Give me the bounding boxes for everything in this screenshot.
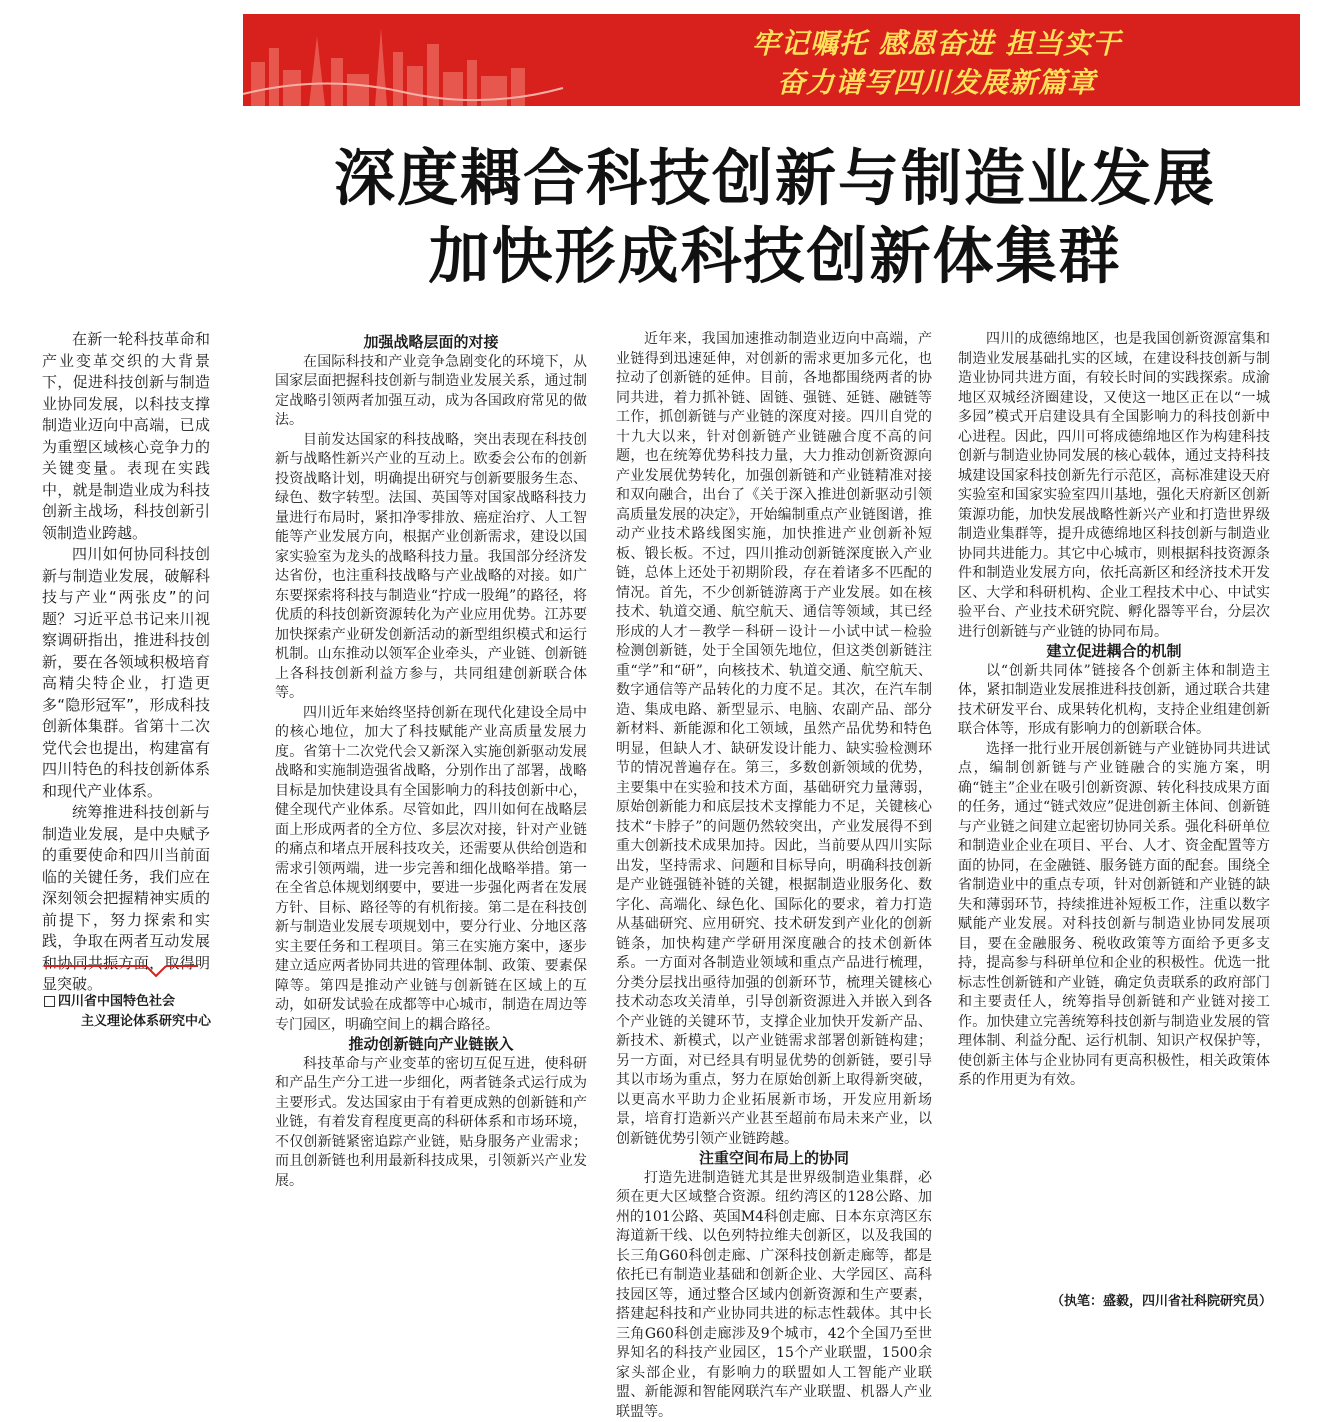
body-paragraph: 打造先进制造链尤其是世界级制造业集群，必须在更大区域整合资源。纽约湾区的128公路、加州的101公路、英国M4科创走廊、日本东京湾区东海道新干线、以色列特拉维夫创新区，以及我国的长三角G60科创走廊、广深科技创新走廊等，都是依托已有制造业基础和创新企业、大学园区、高科技园区等，通过整合区域内创新资源和生产要素，搭建起科技和产业协同共进的标志性载体。其中长三角G60科创走廊涉及9个城市，42个全国乃至世界知名的科技产业园区，15个产业联盟，1500余家头部企业，有影响力的联盟如人工智能产业联盟、新能源和智能网联汽车产业联盟、机器人产业联盟等。 xyxy=(616,1169,932,1422)
body-paragraph: 科技革命与产业变革的密切互促互进，使科研和产品生产分工进一步细化，两者链条式运行成为主要形式。发达国家由于有着更成熟的创新链和产业链，有着发育程度更高的科研体系和市场环境，不仅创新链紧密追踪产业链，贴身服务产业需求；而且创新链也利用最新科技成果，引领新兴产业发展。 xyxy=(275,1055,587,1192)
body-paragraph: 近年来，我国加速推动制造业迈向中高端，产业链得到迅速延伸，对创新的需求更加多元化，也拉动了创新链的延伸。目前，各地都围绕两者的协同共进，着力抓补链、固链、强链、延链、融链等工作，抓创新链与产业链的深度对接。四川自党的十九大以来，针对创新链产业链融合度不高的问题，也在统筹优势科技力量，大力推动创新资源向产业发展优势转化，加强创新链和产业链精准对接和双向融合，出台了《关于深入推进创新驱动引领高质量发展的决定》，开始编制重点产业链图谱，推动产业技术路线图实施，加快推进产业创新补短板、锻长板。不过，四川推动创新链深度嵌入产业链，总体上还处于初期阶段，存在着诸多不匹配的情况。首先，不少创新链游离于产业发展。如在核技术、轨道交通、航空航天、通信等领域，其已经形成的人才－教学－科研－设计－小试中试－检验检测创新链，处于全国领先地位，但这类创新链注重“学”和“研”，向核技术、轨道交通、航空航天、数字通信等产品转化的力度不足。其次，在汽车制造、集成电路、新型显示、电脑、农副产品、部分新材料、新能源和化工领域，虽然产品优势和特色明显，但缺人才、缺研发设计能力、缺实验检测环节的情况普遍存在。第三，多数创新领域的优势，主要集中在实验和技术方面，基础研究力量薄弱，原始创新能力和底层技术支撑能力不足，关键核心技术“卡脖子”的问题仍然较突出，产业发展得不到重大创新技术成果加持。因此，当前要从四川实际出发，坚持需求、问题和目标导向，明确科技创新是产业链强链补链的关键，根据制造业服务化、数字化、高端化、绿色化、国际化的要求，着力打造从基础研究、应用研究、技术研发到产业化的创新链条，加快构建产学研用深度融合的技术创新体系。一方面对各制造业领域和重点产品进行梳理，分类分层找出亟待加强的创新环节，梳理关键核心技术动态攻关清单，引导创新资源进入并嵌入到各个产业链的关键环节，支撑企业加快开发新产品、新技术、新模式，以产业链需求部署创新链构建；另一方面，对已经具有明显优势的创新链，要引导其以市场为重点，努力在原始创新上取得新突破，以更高水平助力企业拓展新市场，开发应用新场景，培育打造新兴产业甚至超前布局未来产业，以创新链优势引领产业链跨越。 xyxy=(616,330,932,1149)
body-paragraph: 四川近年来始终坚持创新在现代化建设全局中的核心地位，加大了科技赋能产业高质量发展力度。省第十二次党代会又新深入实施创新驱动发展战略和实施制造强省战略，分别作出了部署，战略目标是加快建设具有全国影响力的科技创新中心，健全现代产业体系。尽管如此，四川如何在战略层面上形成两者的全方位、多层次对接，针对产业链的痛点和堵点开展科技攻关，还需要从供给创造和需求引领两端，进一步完善和细化战略举措。第一在全省总体规划纲要中，要进一步强化两者在发展方针、目标、路径等的有机衔接。第二是在科技创新与制造业发展专项规划中，要分行业、分地区落实主要任务和工程项目。第三在实施方案中，逐步建立适应两者协同共进的管理体制、政策、要素保障等。第四是推动产业链与创新链在区域上的互动，如研发试验在成都等中心城市，制造在周边等专门园区，明确空间上的耦合路径。 xyxy=(275,704,587,1036)
author-divider xyxy=(44,962,198,982)
body-paragraph: 目前发达国家的科技战略，突出表现在科技创新与战略性新兴产业的互动上。欧委会公布的创新投资战略计划，明确提出研究与创新要服务生态、绿色、数字转型。法国、英国等对国家战略科技力量进行布局时，紧扣净零排放、癌症治疗、人工智能等产业发展方向，根据产业创新需求，建设以国家实验室为龙头的战略科技力量。我国部分经济发达省份，也注重科技战略与产业战略的对接。如广东要探索将科技与制造业“拧成一股绳”的路径，将优质的科技创新资源转化为产业应用优势。江苏要加快探索产业研发创新活动的新型组织模式和运行机制。山东推动以领军企业牵头，产业链、创新链上各科技创新利益方参与，共同组建创新联合体等。 xyxy=(275,431,587,704)
byline: （执笔：盛毅，四川省社科院研究员） xyxy=(1051,1290,1272,1309)
banner-slogan-line1: 牢记嘱托 感恩奋进 担当实干 xyxy=(573,22,1300,62)
headline-line2: 加快形成科技创新体集群 xyxy=(250,226,1300,287)
banner-slogan-line2: 奋力谱写四川发展新篇章 xyxy=(573,61,1300,101)
section-heading: 建立促进耦合的机制 xyxy=(958,642,1270,662)
headline-line1: 深度耦合科技创新与制造业发展 xyxy=(250,148,1300,209)
article-column-1 xyxy=(275,333,587,1328)
header-banner xyxy=(243,14,1300,106)
author-line1: 四川省中国特色社会 xyxy=(58,994,175,1009)
article-column-3 xyxy=(958,330,1270,1320)
author-credit xyxy=(44,992,219,1032)
body-paragraph: 在国际科技和产业竞争急剧变化的环境下，从国家层面把握科技创新与制造业发展关系，通过制定战略引领两者加强互动，成为各国政府常见的做法。 xyxy=(275,353,587,431)
section-heading: 注重空间布局上的协同 xyxy=(616,1149,932,1169)
city-skyline-graphic xyxy=(243,14,563,106)
body-paragraph: 以“创新共同体”链接各个创新主体和制造主体，紧扣制造业发展推进科技创新，通过联合共建技术研发平台、成果转化机构，支持企业组建创新联合体等，形成有影响力的创新联合体。 xyxy=(958,662,1270,740)
lead-column xyxy=(42,329,210,939)
square-bullet-icon xyxy=(44,996,55,1007)
lead-paragraph: 四川如何协同科技创新与制造业发展，破解科技与产业“两张皮”的问题？习近平总书记来川视察调研指出，推进科技创新，要在各领域积极培育高精尖特企业，打造更多“隐形冠军”，形成科技创新体集群。省第十二次党代会也提出，构建富有四川特色的科技创新体系和现代产业体系。 xyxy=(42,544,210,802)
body-paragraph: 四川的成德绵地区，也是我国创新资源富集和制造业发展基础扎实的区域，在建设科技创新与制造业协同共进方面，有较长时间的实践探索。成渝地区双城经济圈建设，又使这一地区正在以“一城多园”模式开启建设具有全国影响力的科技创新中心进程。因此，四川可将成德绵地区作为构建科技创新与制造业协同发展的核心载体，通过支持科技城建设国家科技创新先行示范区，高标准建设天府实验室和国家实验室四川基地，强化天府新区创新策源功能，加快发展战略性新兴产业和打造世界级制造业集群等，提升成德绵地区科技创新与制造业协同共进能力。其它中心城市，则根据科技资源条件和制造业发展方向，依托高新区和经济技术开发区、大学和科研机构、企业工程技术中心、中试实验平台、产业技术研究院、孵化器等平台，分层次进行创新链与产业链的协同布局。 xyxy=(958,330,1270,642)
section-heading: 推动创新链向产业链嵌入 xyxy=(275,1035,587,1055)
article-column-2 xyxy=(616,330,932,1332)
lead-paragraph: 统筹推进科技创新与制造业发展，是中央赋予的重要使命和四川当前面临的关键任务，我们应在深刻领会把握精神实质的前提下，努力探索和实践，争取在两者互动发展和协同共振方面，取得明显突破。 xyxy=(42,802,210,996)
author-line2: 主义理论体系研究中心 xyxy=(44,1012,219,1032)
section-heading: 加强战略层面的对接 xyxy=(275,333,587,353)
body-paragraph: 选择一批行业开展创新链与产业链协同共进试点，编制创新链与产业链融合的实施方案，明确“链主”企业在吸引创新资源、转化科技成果方面的任务，通过“链式效应”促进创新主体间、创新链与产业链之间建立起密切协同关系。强化科研单位和制造业企业在项目、平台、人才、资金配置等方面的协同，在金融链、服务链方面的配套。围绕全省制造业中的重点专项，针对创新链和产业链的缺失和薄弱环节，持续推进补短板工作，注重以数字赋能产业发展。对科技创新与制造业协同发展项目，要在金融服务、税收政策等方面给予更多支持，提高参与科研单位和企业的积极性。优选一批标志性创新链和产业链，确定负责联系的政府部门和主要责任人，统筹指导创新链和产业链对接工作。加快建立完善统筹科技创新与制造业发展的管理体制、利益分配、运行机制、知识产权保护等，使创新主体与企业协同有更高积极性，相关政策体系的作用更为有效。 xyxy=(958,740,1270,1091)
lead-paragraph: 在新一轮科技革命和产业变革交织的大背景下，促进科技创新与制造业协同发展，以科技支撑制造业迈向中高端，已成为重塑区域核心竞争力的关键变量。表现在实践中，就是制造业成为科技创新主战场，科技创新引领制造业跨越。 xyxy=(42,329,210,544)
